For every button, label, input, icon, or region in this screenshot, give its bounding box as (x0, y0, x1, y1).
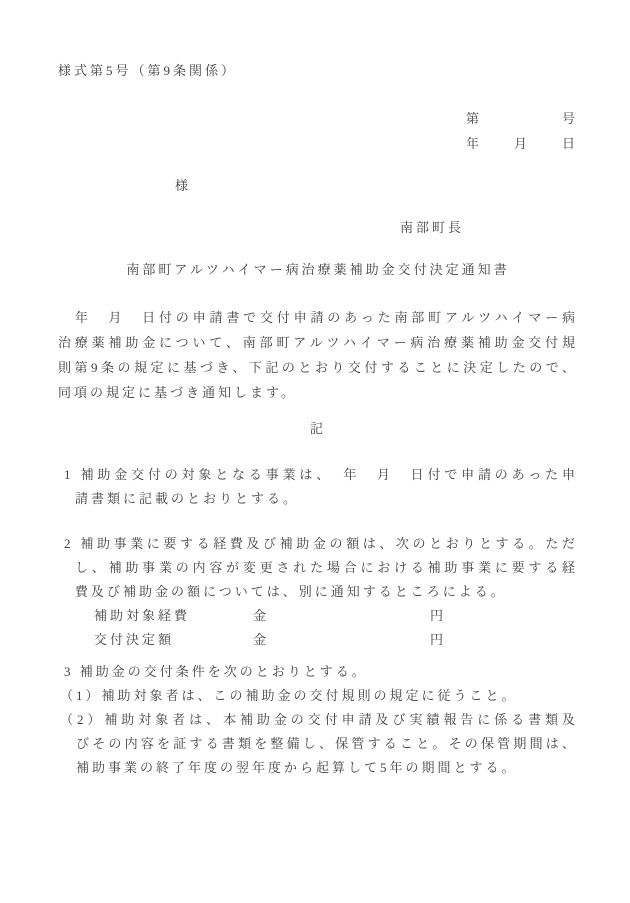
body-line: 年 月 日付の申請書で交付申請のあった南部町アルツハイマー病 (58, 310, 578, 325)
item-3-sub-1: （1）補助対象者は、この補助金の交付規則の規定に従うこと。 (60, 688, 518, 703)
document-title: 南部町アルツハイマー病治療薬補助金交付決定通知書 (126, 262, 510, 277)
item-2-line: 2 補助事業に要する経費及び補助金の額は、次のとおりとする。ただ (64, 536, 578, 551)
item-1-line: 請書類に記載のとおりとする。 (75, 491, 300, 506)
amount-row (58, 628, 578, 652)
amount-currency-suffix: 円 (430, 632, 447, 647)
item-1 (58, 463, 578, 511)
item-2 (58, 532, 578, 652)
item-3 (58, 660, 578, 780)
item-3-sub-2-line: （2）補助対象者は、本補助金の交付申請及び実績報告に係る書類及 (60, 712, 578, 727)
issue-date-line: 年 月 日 (465, 136, 578, 151)
doc-number-line: 第 号 (465, 111, 578, 126)
amount-currency-prefix: 金 (253, 632, 270, 647)
sender-title: 南部町長 (400, 220, 465, 235)
amount-row (58, 604, 578, 628)
form-number: 様式第5号（第9条関係） (58, 63, 238, 78)
item-1-line: 1 補助金交付の対象となる事業は、 年 月 日付で申請のあった申 (64, 467, 578, 482)
item-2-line: 費及び補助金の額については、別に通知するところによる。 (75, 584, 507, 599)
amount-currency-prefix: 金 (253, 608, 270, 623)
body-line: 則第9条の規定に基づき、下記のとおり交付することに決定したので、 (58, 360, 578, 375)
amount-label: 補助対象経費 (94, 608, 191, 623)
item-3-heading: 3 補助金の交付条件を次のとおりとする。 (64, 664, 368, 679)
body-line: 治療薬補助金について、南部町アルツハイマー病治療薬補助金交付規 (58, 335, 578, 350)
body-paragraph (58, 305, 578, 405)
item-3-sub-2-line: 補助事業の終了年度の翌年度から起算して5年の期間とする。 (76, 760, 518, 775)
item-3-sub-2-line: びその内容を証する書類を整備し、保管すること。その保管期間は、 (76, 736, 578, 751)
item-2-line: し、補助事業の内容が変更された場合における補助事業に要する経 (75, 560, 578, 575)
addressee-line: 様 (175, 178, 192, 193)
body-line: 同項の規定に基づき通知します。 (58, 385, 297, 400)
amount-currency-suffix: 円 (430, 608, 447, 623)
amount-label: 交付決定額 (94, 632, 175, 647)
record-marker: 記 (309, 421, 326, 436)
